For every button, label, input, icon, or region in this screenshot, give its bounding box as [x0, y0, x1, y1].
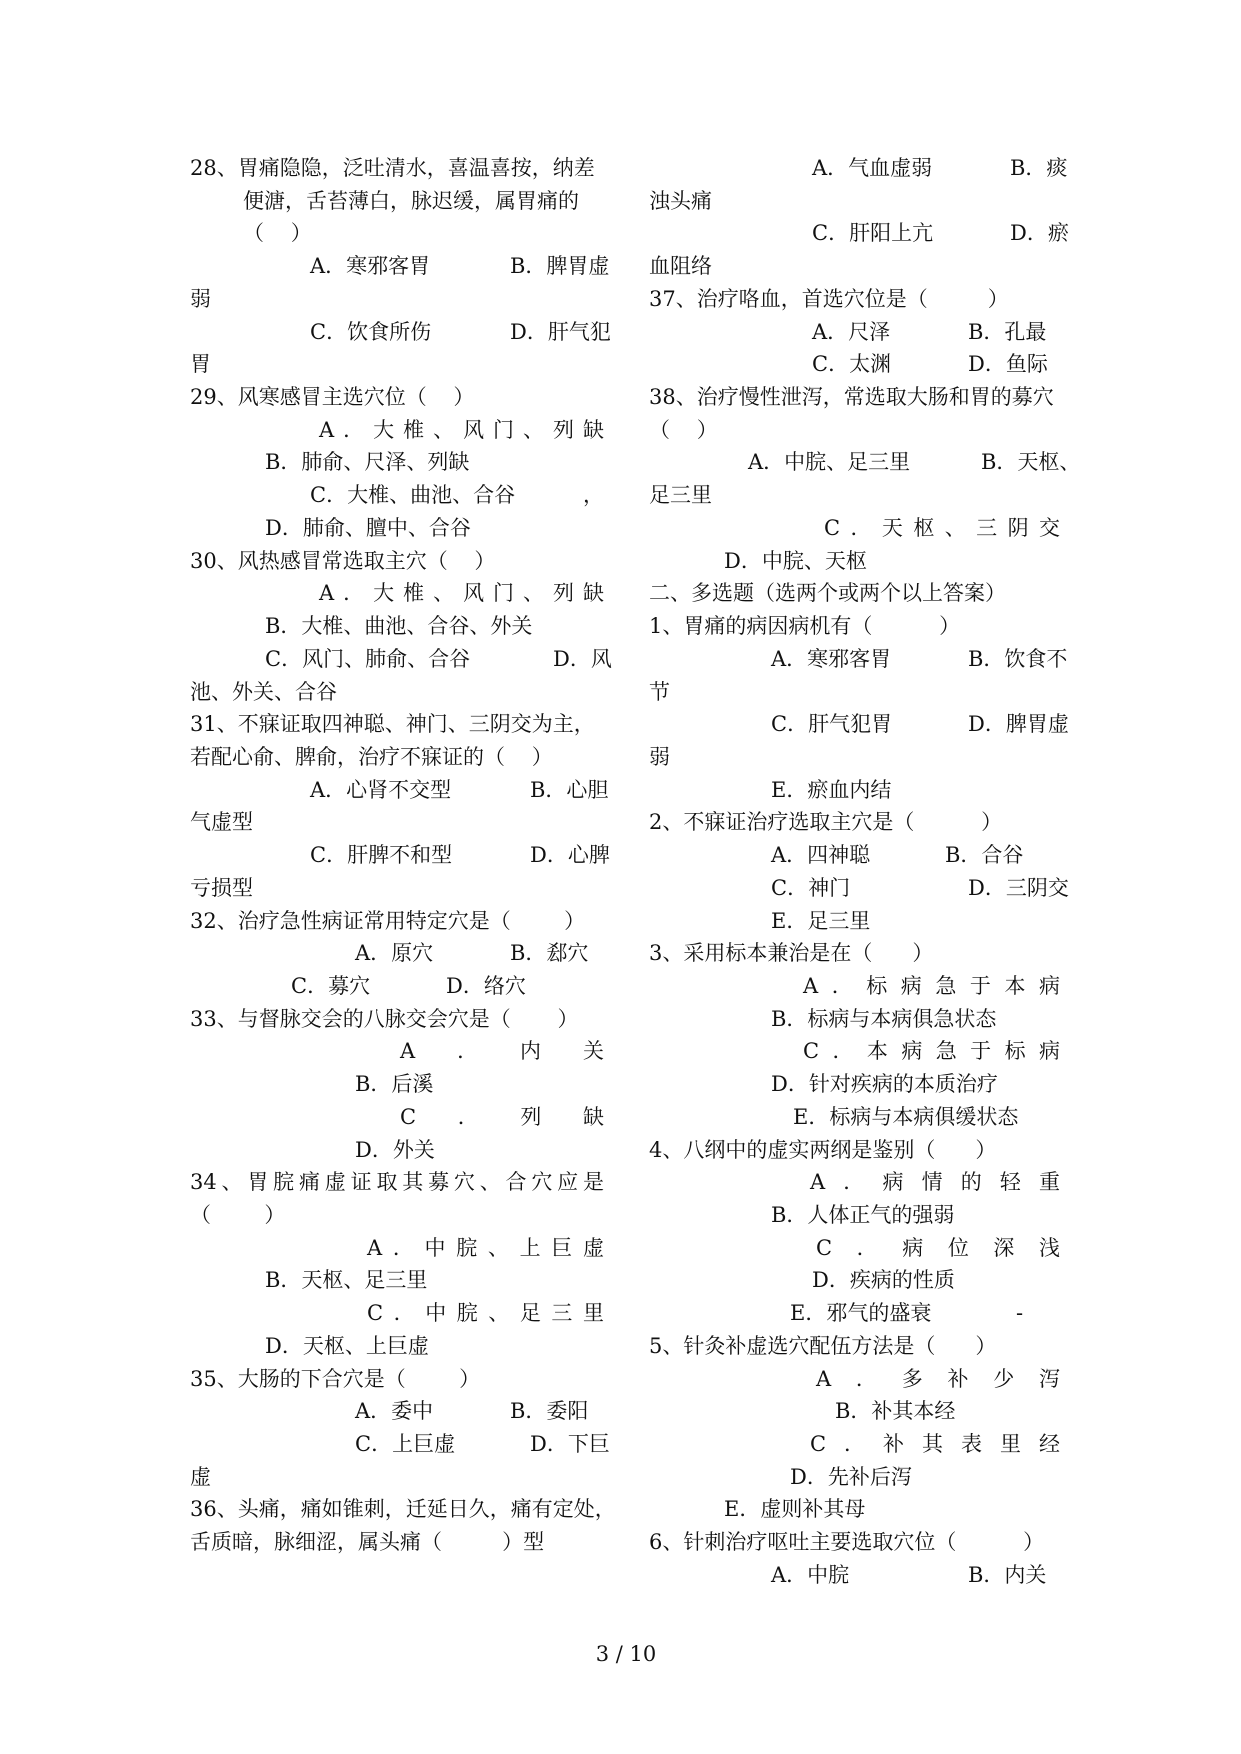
m1-option-d-wrap: 弱 — [649, 744, 670, 769]
q33-line — [0, 1134, 620, 1167]
q30-line — [0, 676, 620, 709]
m3-stem: 3、采用标本兼治是在（ ） — [649, 941, 934, 966]
m1-stem: 1、胃痛的病因病机有（ ） — [649, 614, 961, 639]
m1-option-a: A．寒邪客胃 — [771, 646, 892, 671]
m3-line — [620, 937, 1241, 970]
q30-line — [0, 577, 620, 610]
q35-line — [0, 1461, 620, 1494]
q35-option-d-wrap: 虚 — [190, 1464, 211, 1489]
q34-stem-line-1: 34、胃脘痛虚证取其募穴、合穴应是 — [190, 1170, 604, 1195]
m2-line — [620, 872, 1241, 905]
q36-option-d: D．瘀 — [1010, 221, 1069, 246]
m3-line — [620, 970, 1241, 1003]
m4-option-b: B．人体正气的强弱 — [771, 1203, 955, 1227]
q31-stem-line-2: 若配心俞、脾俞，治疗不寐证的（ ） — [190, 744, 553, 769]
q34-line — [0, 1232, 620, 1265]
q29-line — [0, 414, 620, 447]
q30-stem: 30、风热感冒常选取主穴（ ） — [190, 548, 496, 573]
m5-option-d: D．先补后泻 — [790, 1464, 912, 1489]
q36-line — [620, 217, 1241, 250]
m4-line — [620, 1232, 1241, 1265]
m6-line — [620, 1526, 1241, 1559]
m2-line — [620, 806, 1241, 839]
m1-option-b: B．饮食不 — [968, 646, 1068, 671]
q34-line — [0, 1297, 620, 1330]
q28-stem-line-1: 28、胃痛隐隐，泛吐清水，喜温喜按，纳差 — [190, 156, 595, 180]
q32-line — [0, 905, 620, 938]
q33-option-d: D．外关 — [355, 1137, 435, 1162]
m4-stem: 4、八纲中的虚实两纲是鉴别（ ） — [649, 1137, 997, 1162]
q35-line — [0, 1363, 620, 1396]
q29-line — [0, 512, 620, 545]
q31-line — [0, 774, 620, 807]
q38-line — [620, 414, 1241, 447]
q35-line — [0, 1395, 620, 1428]
q30-option-d-wrap: 池、外关、合谷 — [190, 679, 337, 704]
q33-option-a: A．内关 — [400, 1039, 604, 1064]
q37-option-a: A．尺泽 — [812, 319, 891, 344]
q37-line — [620, 316, 1241, 349]
q36-line — [620, 250, 1241, 283]
m5-option-a: A．多补少泻 — [816, 1366, 1060, 1391]
m1-line — [620, 774, 1241, 807]
q30-line — [0, 545, 620, 578]
q38-option-b-wrap: 足三里 — [649, 483, 712, 508]
m4-line — [620, 1264, 1241, 1297]
q38-stem-line-1: 38、治疗慢性泄泻，常选取大肠和胃的募穴 — [649, 385, 1054, 410]
m3-option-b: B．标病与本病俱急状态 — [771, 1006, 997, 1031]
right-column — [620, 152, 1241, 1592]
q31-line — [0, 872, 620, 905]
q36-line — [620, 152, 1241, 185]
m4-option-c: C．病位深浅 — [816, 1235, 1060, 1260]
q29-line — [0, 446, 620, 479]
q36-line — [0, 1526, 620, 1559]
q34-answer-blank: （ ） — [190, 1203, 286, 1227]
m6-option-a: A．中脘 — [771, 1562, 850, 1587]
q36-stem-line-1: 36、头痛，痛如锥刺，迁延日久，痛有定处， — [190, 1497, 616, 1522]
q29-line — [0, 381, 620, 414]
m4-option-e: E．邪气的盛衰 — [790, 1301, 932, 1326]
m5-option-e: E．虚则补其母 — [724, 1497, 866, 1522]
q38-option-d: D．中脘、天枢 — [724, 548, 867, 573]
q34-line — [0, 1199, 620, 1232]
q32-option-a: A．原穴 — [355, 941, 434, 966]
q31-option-d: D．心脾 — [530, 843, 610, 868]
m3-option-a: A．标病急于本病 — [803, 973, 1060, 998]
q29-option-a: A．大椎、风门、列缺 — [319, 417, 604, 442]
q33-line — [0, 1101, 620, 1134]
m5-stem: 5、针灸补虚选穴配伍方法是（ ） — [649, 1333, 997, 1358]
q30-option-b: B．大椎、曲池、合谷、外关 — [265, 614, 533, 639]
q36-option-d-wrap: 血阻络 — [649, 254, 712, 279]
q30-line — [0, 643, 620, 676]
q29-option-d: D．肺俞、膻中、合谷 — [265, 515, 471, 540]
q35-option-c: C．上巨虚 — [355, 1432, 456, 1457]
q36-option-b: B．痰 — [1010, 156, 1068, 180]
q31-stem-line-1: 31、不寐证取四神聪、神门、三阴交为主， — [190, 712, 595, 737]
m1-option-d: D．脾胃虚 — [968, 712, 1069, 737]
m5-line — [620, 1493, 1241, 1526]
q29-line — [0, 479, 620, 512]
q36-option-c: C．肝阳上亢 — [812, 221, 934, 246]
m2-option-c: C．神门 — [771, 875, 851, 900]
m4-line — [620, 1297, 1241, 1330]
q34-line — [0, 1166, 620, 1199]
q34-option-a: A．中脘、上巨虚 — [367, 1235, 604, 1260]
q31-option-b: B．心胆 — [530, 777, 609, 802]
m2-line — [620, 905, 1241, 938]
q31-line — [0, 806, 620, 839]
left-column — [0, 152, 620, 1559]
q33-option-c: C．列缺 — [400, 1104, 604, 1129]
m1-line — [620, 741, 1241, 774]
q28-stem-line-2: 便溏，舌苔薄白，脉迟缓，属胃痛的 — [243, 188, 579, 213]
m3-line — [620, 1068, 1241, 1101]
q28-option-a: A．寒邪客胃 — [310, 254, 431, 279]
q35-option-a: A．委中 — [355, 1399, 434, 1424]
q35-option-b: B．委阳 — [510, 1399, 589, 1424]
multiple-choice-heading: 二、多选题（选两个或两个以上答案） — [649, 581, 1006, 606]
q30-option-c: C．风门、肺俞、合谷 — [265, 646, 471, 671]
q28-answer-blank: （ ） — [243, 221, 312, 246]
q31-option-d-wrap: 亏损型 — [190, 875, 253, 900]
q34-option-b: B．天枢、足三里 — [265, 1268, 428, 1293]
q32-stem: 32、治疗急性病证常用特定穴是（ ） — [190, 908, 586, 933]
q28-line — [0, 283, 620, 316]
q32-option-c: C．募穴 — [291, 973, 371, 998]
q38-option-b: B．天枢、 — [981, 450, 1081, 475]
m2-line — [620, 839, 1241, 872]
m2-option-e: E．足三里 — [771, 908, 871, 933]
q35-line — [0, 1428, 620, 1461]
q32-line — [0, 970, 620, 1003]
q30-line — [0, 610, 620, 643]
section-heading-line — [620, 577, 1241, 610]
q38-line — [620, 545, 1241, 578]
q28-option-d: D．肝气犯 — [510, 319, 611, 344]
q36-line — [0, 1493, 620, 1526]
m2-stem: 2、不寐证治疗选取主穴是（ ） — [649, 810, 1003, 835]
m2-option-d: D．三阴交 — [968, 875, 1069, 900]
q37-option-b: B．孔最 — [968, 319, 1047, 344]
m2-option-a: A．四神聪 — [771, 843, 871, 868]
q33-line — [0, 1035, 620, 1068]
m3-option-e: E．标病与本病俱缓状态 — [793, 1104, 1019, 1129]
m1-option-e: E．瘀血内结 — [771, 777, 892, 802]
q28-line — [0, 316, 620, 349]
m5-option-c: C．补其表里经 — [810, 1432, 1060, 1457]
m3-option-c: C．本病急于标病 — [803, 1039, 1060, 1064]
m2-option-b: B．合谷 — [945, 843, 1024, 868]
m4-option-d: D．疾病的性质 — [812, 1268, 955, 1293]
q37-option-d: D．鱼际 — [968, 352, 1048, 377]
q28-line — [0, 185, 620, 218]
q28-line — [0, 152, 620, 185]
m1-option-c: C．肝气犯胃 — [771, 712, 893, 737]
q28-line — [0, 217, 620, 250]
q31-option-a: A．心肾不交型 — [310, 777, 452, 802]
q32-option-d: D．络穴 — [446, 973, 526, 998]
q29-stem: 29、风寒感冒主选穴位（ ） — [190, 385, 475, 410]
m1-line — [620, 643, 1241, 676]
q29-trailing-mark: ， — [583, 483, 604, 508]
q32-option-b: B．郄穴 — [510, 941, 589, 966]
m4-line — [620, 1166, 1241, 1199]
q37-option-c: C．太渊 — [812, 352, 892, 377]
m3-line — [620, 1003, 1241, 1036]
q31-option-c: C．肝脾不和型 — [310, 843, 453, 868]
q31-line — [0, 708, 620, 741]
m3-line — [620, 1101, 1241, 1134]
q38-option-c: C．天枢、三阴交 — [824, 515, 1060, 540]
q38-option-a: A．中脘、足三里 — [748, 450, 911, 475]
q28-option-b-wrap: 弱 — [190, 286, 211, 311]
q28-option-d-wrap: 胃 — [190, 352, 211, 377]
m5-line — [620, 1330, 1241, 1363]
m5-option-b: B．补其本经 — [835, 1399, 956, 1424]
m1-line — [620, 610, 1241, 643]
q34-line — [0, 1330, 620, 1363]
q38-answer-blank: （ ） — [649, 417, 718, 442]
page-number: 3 / 10 — [595, 1642, 657, 1666]
q30-option-a: A．大椎、风门、列缺 — [319, 581, 604, 606]
q29-option-c: C．大椎、曲池、合谷 — [310, 483, 516, 508]
q30-option-d: D．风 — [553, 646, 612, 671]
q33-line — [0, 1068, 620, 1101]
m1-line — [620, 708, 1241, 741]
q37-stem: 37、治疗咯血，首选穴位是（ ） — [649, 286, 1009, 311]
m5-line — [620, 1363, 1241, 1396]
q38-line — [620, 479, 1241, 512]
q36-option-b-wrap: 浊头痛 — [649, 188, 712, 213]
m6-line — [620, 1559, 1241, 1592]
q33-line — [0, 1003, 620, 1036]
m1-option-b-wrap: 节 — [649, 679, 670, 704]
m4-line — [620, 1199, 1241, 1232]
q36-option-a: A．气血虚弱 — [812, 156, 933, 180]
q36-line — [620, 185, 1241, 218]
m3-line — [620, 1035, 1241, 1068]
m4-option-a: A．病情的轻重 — [810, 1170, 1060, 1195]
q28-option-b: B．脾胃虚 — [510, 254, 610, 279]
q38-line — [620, 381, 1241, 414]
q32-line — [0, 937, 620, 970]
q35-option-d: D．下巨 — [530, 1432, 610, 1457]
q35-stem: 35、大肠的下合穴是（ ） — [190, 1366, 481, 1391]
m6-option-b: B．内关 — [968, 1562, 1047, 1587]
m5-line — [620, 1461, 1241, 1494]
q33-option-b: B．后溪 — [355, 1072, 434, 1097]
q31-line — [0, 839, 620, 872]
q38-line — [620, 512, 1241, 545]
q31-option-b-wrap: 气虚型 — [190, 810, 253, 835]
q37-line — [620, 348, 1241, 381]
q34-line — [0, 1264, 620, 1297]
q29-option-b: B．肺俞、尺泽、列缺 — [265, 450, 470, 475]
q28-option-c: C．饮食所伤 — [310, 319, 432, 344]
q34-option-c: C．中脘、足三里 — [367, 1301, 604, 1326]
m4-line — [620, 1134, 1241, 1167]
q28-line — [0, 348, 620, 381]
m3-option-d: D．针对疾病的本质治疗 — [771, 1072, 998, 1097]
q37-line — [620, 283, 1241, 316]
q34-option-d: D．天枢、上巨虚 — [265, 1333, 429, 1358]
q28-line — [0, 250, 620, 283]
m5-line — [620, 1395, 1241, 1428]
m1-line — [620, 676, 1241, 709]
q36-stem-line-2: 舌质暗，脉细涩，属头痛（ ）型 — [190, 1530, 545, 1555]
m4-trailing-mark: - — [1016, 1301, 1024, 1326]
m5-line — [620, 1428, 1241, 1461]
q38-line — [620, 446, 1241, 479]
m6-stem: 6、针刺治疗呕吐主要选取穴位（ ） — [649, 1530, 1045, 1555]
q33-stem: 33、与督脉交会的八脉交会穴是（ ） — [190, 1006, 579, 1031]
q31-line — [0, 741, 620, 774]
